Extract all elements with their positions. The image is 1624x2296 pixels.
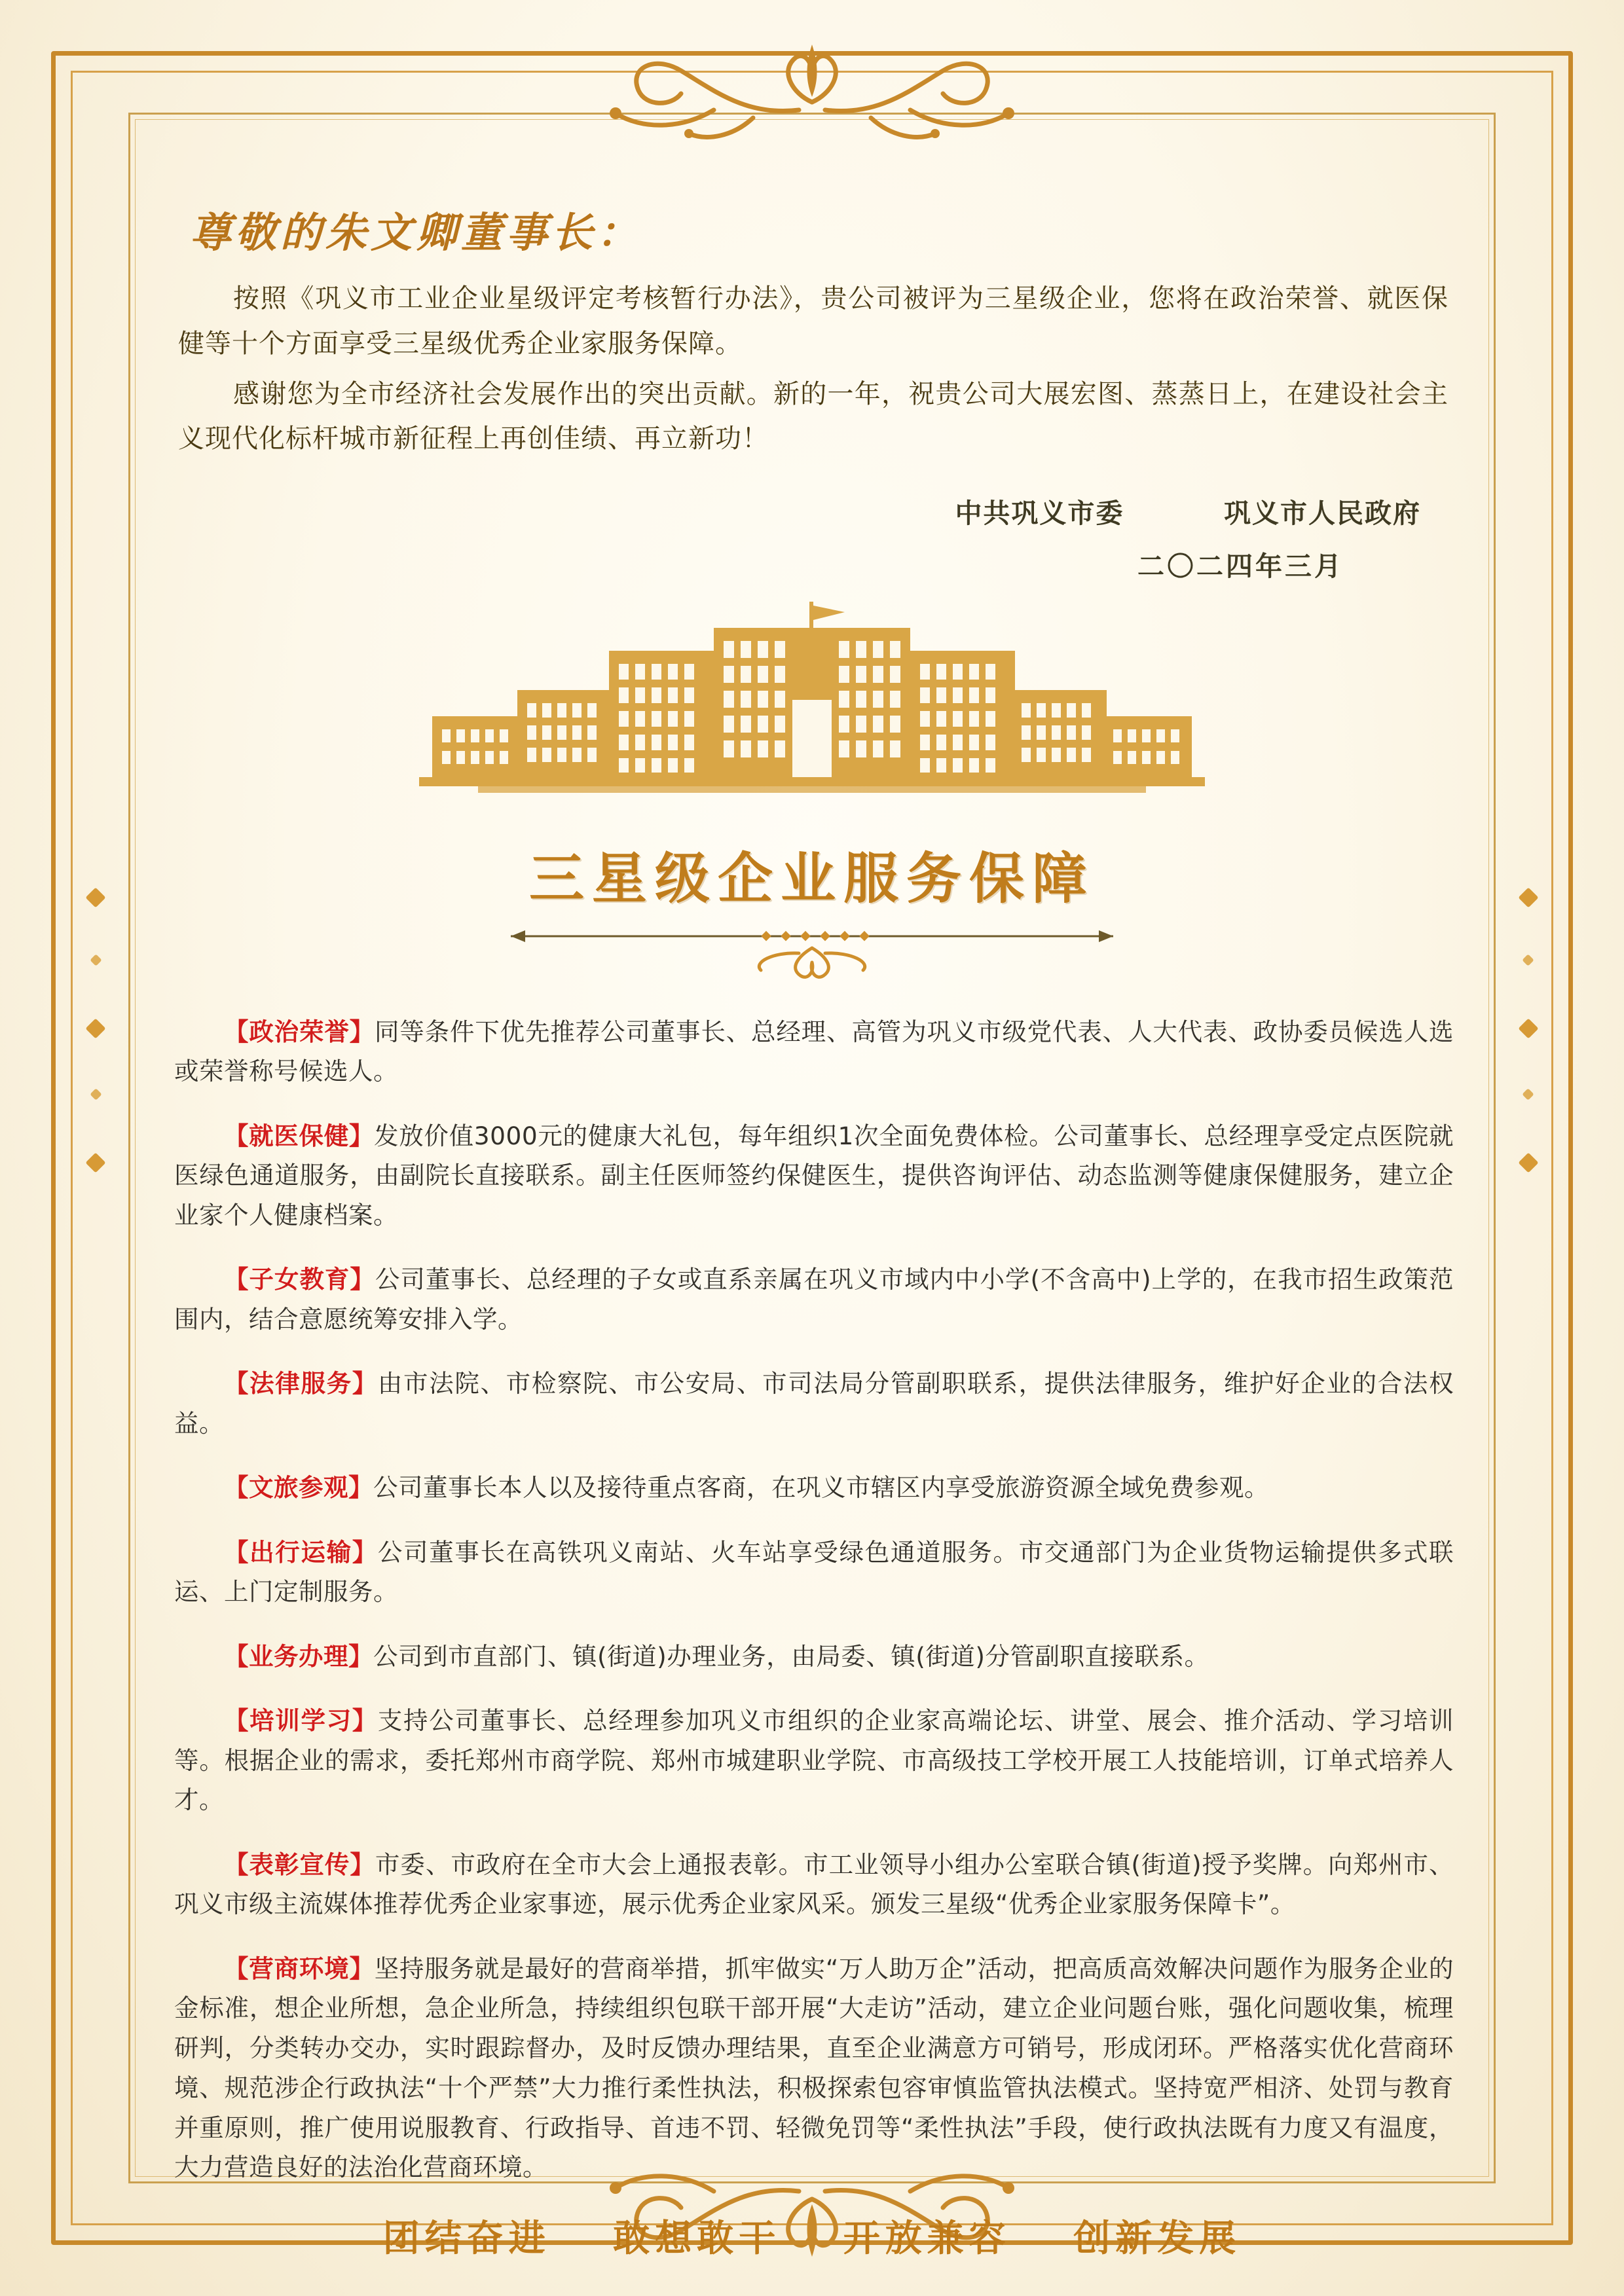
page-title: 三星级企业服务保障: [528, 846, 1095, 911]
slogan-phrase-4: 创新发展: [1073, 2217, 1242, 2261]
slogan-bar: [164, 2210, 1460, 2262]
list-item: [174, 1637, 1454, 1677]
item-tag: 【业务办理】: [224, 1641, 373, 1671]
slogan-phrase-3: 开放兼容: [843, 2217, 1011, 2261]
item-text: 由市法院、市检察院、市公安局、市司法局分管副职联系，提供法律服务，维护好企业的合法权益。: [174, 1369, 1454, 1438]
list-item: [174, 1845, 1454, 1925]
list-item: [174, 1468, 1454, 1508]
slogan-phrase-1: 团结奋进: [382, 2217, 551, 2261]
document-content: [164, 164, 1460, 2261]
item-tag: 【法律服务】: [224, 1369, 378, 1398]
list-item: [174, 1364, 1454, 1444]
guarantee-list: [174, 1012, 1454, 2188]
item-tag: 【子女教育】: [224, 1265, 375, 1294]
list-item: [174, 1533, 1454, 1613]
item-tag: 【出行运输】: [224, 1537, 378, 1567]
signature-block: [164, 492, 1421, 583]
list-item: [174, 1701, 1454, 1820]
item-text: 公司到市直部门、镇(街道)办理业务，由局委、镇(街道)分管副职直接联系。: [373, 1641, 1209, 1671]
item-text: 公司董事长本人以及接待重点客商，在巩义市辖区内享受旅游资源全域免费参观。: [373, 1473, 1269, 1503]
building-icon: [321, 602, 1303, 831]
item-text: 公司董事长在高铁巩义南站、火车站享受绿色通道服务。市交通部门为企业货物运输提供多式联运、上门定制服务。: [174, 1537, 1454, 1607]
signature-orgs: [164, 492, 1421, 530]
slogan-phrase-2: 敢想敢干: [613, 2217, 781, 2261]
signature-org-right: 巩义市人民政府: [1224, 498, 1421, 530]
title-divider-ornament: [491, 922, 1133, 985]
title-block: [164, 835, 1460, 987]
signature-date: 二〇二四年三月: [1137, 551, 1344, 583]
item-text: 坚持服务就是最好的营商举措，抓牢做实“万人助万企”活动，把高质高效解决问题作为服务企业的金标准，想企业所想，急企业所急，持续组织包联干部开展“大走访”活动，建立企业问题台账，强化问题收集，梳理研判，分类转办交办，实时跟踪督办，及时反馈办理结果，直至企业满意方可销号，形成闭环。严格落实优化营商环境、规范涉企行政执法“十个严禁”大力推行柔性执法，积极探索包容审慎监管执法模式。坚持宽严相济、处罚与教育并重原则，推广使用说服教育、行政指导、首违不罚、轻微免罚等“柔性执法”手段，使行政执法既有力度又有温度，大力营造良好的法治化营商环境。: [174, 1954, 1454, 2182]
flourish-top-ornament: [517, 31, 1107, 162]
item-tag: 【表彰宣传】: [224, 1850, 375, 1879]
item-tag: 【培训学习】: [224, 1705, 378, 1735]
government-building-illustration: [164, 602, 1460, 837]
body-paragraph-2: 感谢您为全市经济社会发展作出的突出贡献。新的一年，祝贵公司大展宏图、蒸蒸日上，在建设社会主义现代化标杆城市新征程上再创佳绩、再立新功！: [178, 378, 1449, 454]
list-item: [174, 1012, 1454, 1092]
list-item: [174, 1116, 1454, 1235]
item-text: 支持公司董事长、总经理参加巩义市组织的企业家高端论坛、讲堂、展会、推介活动、学习培训等。根据企业的需求，委托郑州市商学院、郑州市城建职业学院、市高级技工学校开展工人技能培训，订单式培养人才。: [174, 1705, 1454, 1815]
item-text: 市委、市政府在全市大会上通报表彰。市工业领导小组办公室联合镇(街道)授予奖牌。向郑州市、巩义市级主流媒体推荐优秀企业家事迹，展示优秀企业家风采。颁发三星级“优秀企业家服务保障卡”。: [174, 1850, 1454, 1919]
item-tag: 【文旅参观】: [224, 1473, 373, 1503]
item-text: 发放价值3000元的健康大礼包，每年组织1次全面免费体检。公司董事长、总经理享受定点医院就医绿色通道服务，由副院长直接联系。副主任医师签约保健医生，提供咨询评估、动态监测等健康保健服务，建立企业家个人健康档案。: [174, 1121, 1454, 1230]
item-text: 同等条件下优先推荐公司董事长、总经理、高管为巩义市级党代表、人大代表、政协委员候选人选或荣誉称号候选人。: [174, 1017, 1454, 1086]
list-item: [174, 1260, 1454, 1339]
salutation: 尊敬的朱文卿董事长：: [190, 208, 642, 257]
body-paragraph-1: 按照《巩义市工业企业星级评定考核暂行办法》，贵公司被评为三星级企业，您将在政治荣誉、就医保健等十个方面享受三星级优秀企业家服务保障。: [178, 283, 1449, 359]
signature-org-left: 中共巩义市委: [955, 498, 1124, 530]
item-tag: 【营商环境】: [224, 1954, 375, 1983]
item-text: 公司董事长、总经理的子女或直系亲属在巩义市域内中小学(不含高中)上学的，在我市招生政策范围内，结合意愿统筹安排入学。: [174, 1265, 1454, 1334]
list-item: [174, 1949, 1454, 2188]
item-tag: 【政治荣誉】: [224, 1017, 375, 1046]
item-tag: 【就医保健】: [224, 1121, 375, 1150]
